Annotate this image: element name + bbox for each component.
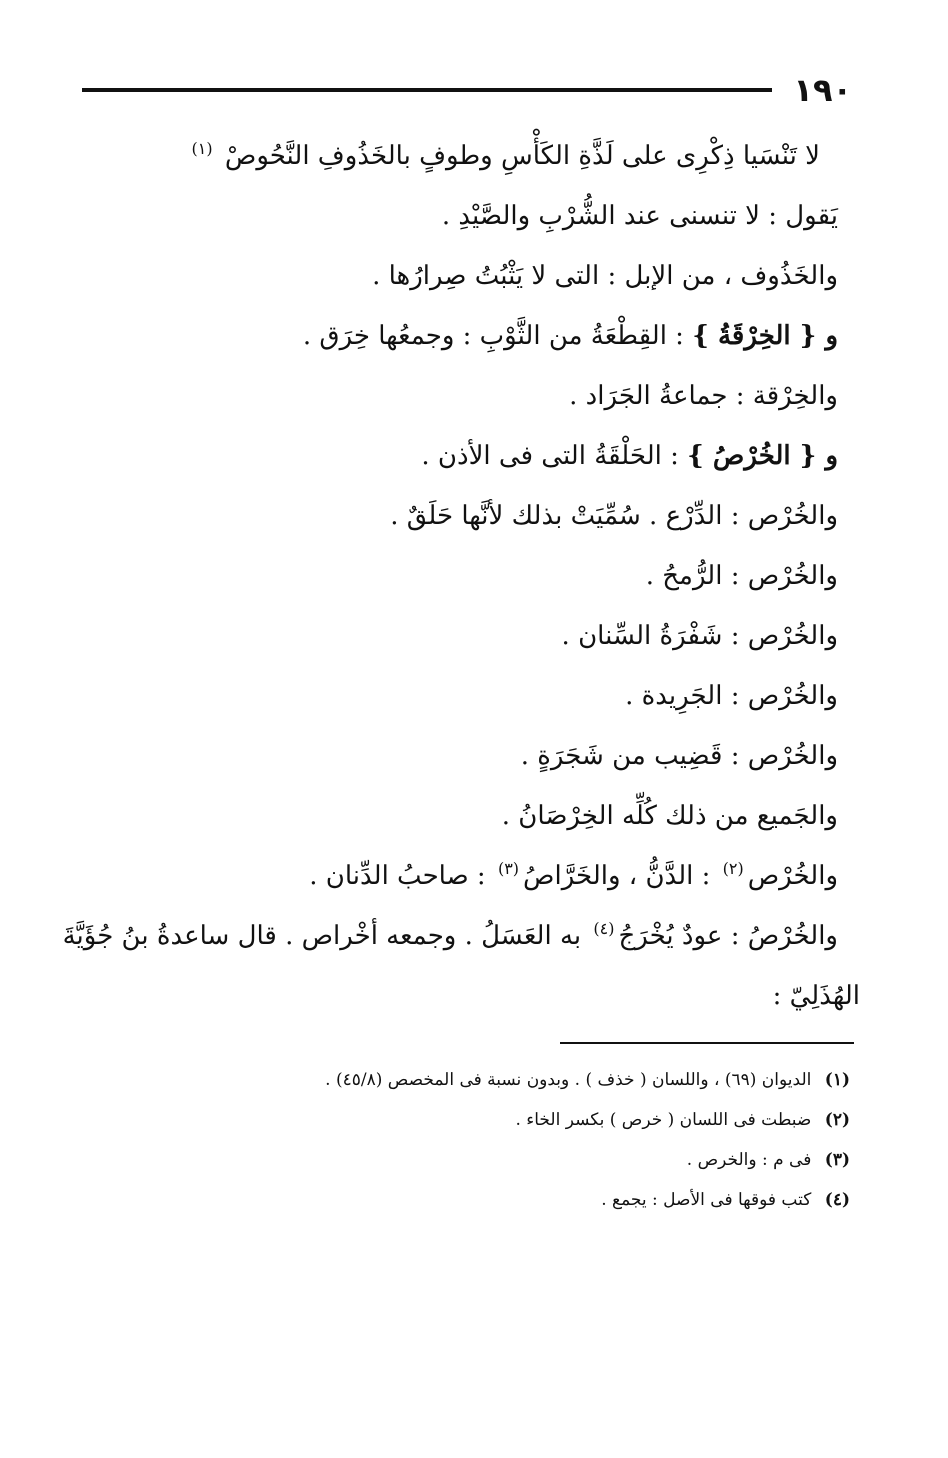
text-line-13 [60,906,860,966]
footnote-3 [200,1140,850,1180]
footnote-ref-3: (٣) [497,859,520,878]
text-line-4-content: والخِرْقة : جماعةُ الجَرَاد . [569,381,838,411]
text-line-12-part-c: : صاحبُ الدِّنان . [309,861,494,891]
text-line-4 [60,366,860,426]
page-number: ١٩٠ [793,71,852,109]
footnote-ref-4: (٤) [593,919,615,938]
text-line-12 [60,846,860,906]
footnote-number: (٤) [824,1190,850,1210]
entry-headword-khurs: و { الخُرْصُ } [687,441,838,471]
footnote-text: ضبطت فى اللسان ( خرص ) بكسر الخاء . [515,1110,812,1130]
text-line-10-content: والخُرْص : قَضِيب من شَجَرَةٍ . [520,741,838,771]
text-line-1 [60,186,860,246]
verse-text: لا تَنْسَيا ذِكْرِى على لَذَّةِ الكَأْسِ وطوفٍ بالخَذُوفِ النَّحُوصْ [224,141,820,171]
footnote-text: فى م : والخرص . [686,1150,812,1170]
footnotes [200,1060,850,1220]
text-line-14 [60,966,860,1026]
text-line-9-content: والخُرْص : الجَرِيدة . [625,681,838,711]
poetry-verse [60,126,860,186]
footnote-separator [560,1042,854,1044]
text-line-8 [60,606,860,666]
text-line-5 [60,426,860,486]
text-line-11 [60,786,860,846]
text-line-2 [60,246,860,306]
text-line-13-part-a: والخُرْصُ : عودٌ يُخْرَجُ [618,921,838,951]
footnote-1 [200,1060,850,1100]
footnote-ref-1: (١) [191,139,213,158]
footnote-text: كتب فوقها فى الأصل : يجمع . [601,1190,812,1210]
text-line-6 [60,486,860,546]
text-line-1-content: يَقول : لا تنسنى عند الشُّرْبِ والصَّيْدِ . [441,201,838,231]
footnote-number: (٢) [824,1110,850,1130]
footnote-number: (٣) [824,1150,850,1170]
main-text [60,126,860,1026]
footnote-number: (١) [824,1070,850,1090]
text-line-2-content: والخَذُوف ، من الإبل : التى لا يَثْبُتُ صِرارُها . [372,261,838,291]
text-line-12-part-b: : الدَّنُّ ، والخَرَّاصُ [523,861,719,891]
entry-definition-khurs: : الحَلْقَةُ التى فى الأذن . [421,441,688,471]
text-line-3 [60,306,860,366]
footnote-ref-2: (٢) [722,859,744,878]
header-rule [82,88,772,92]
entry-definition-khirqa: : القِطْعَةُ من الثَّوْبِ : وجمعُها خِرَق . [302,321,693,351]
text-line-9 [60,666,860,726]
page-header [82,70,852,110]
footnote-2 [200,1100,850,1140]
text-line-11-content: والجَميع من ذلك كُلِّه الخِرْصَانُ . [501,801,838,831]
text-line-12-part-a: والخُرْص [747,861,838,891]
footnote-4 [200,1180,850,1220]
text-line-8-content: والخُرْص : شَفْرَةُ السِّنان . [561,621,838,651]
text-line-13-part-b: به العَسَلُ . وجمعه أخْراص . قال ساعدةُ بنُ جُؤَيَّةَ [62,921,590,951]
entry-headword-khirqa: و { الخِرْقَةُ } [692,321,838,351]
text-line-7 [60,546,860,606]
text-line-10 [60,726,860,786]
text-line-7-content: والخُرْص : الرُّمحُ . [645,561,838,591]
text-line-14-content: الهُذَلِيّ : [772,981,860,1011]
text-line-6-content: والخُرْص : الدِّرْع . سُمِّيَتْ بذلك لأنَّها حَلَقٌ . [390,501,838,531]
footnote-text: الديوان (٦٩) ، واللسان ( خذف ) . وبدون نسبة فى المخصص (٤٥/٨) . [325,1070,812,1090]
